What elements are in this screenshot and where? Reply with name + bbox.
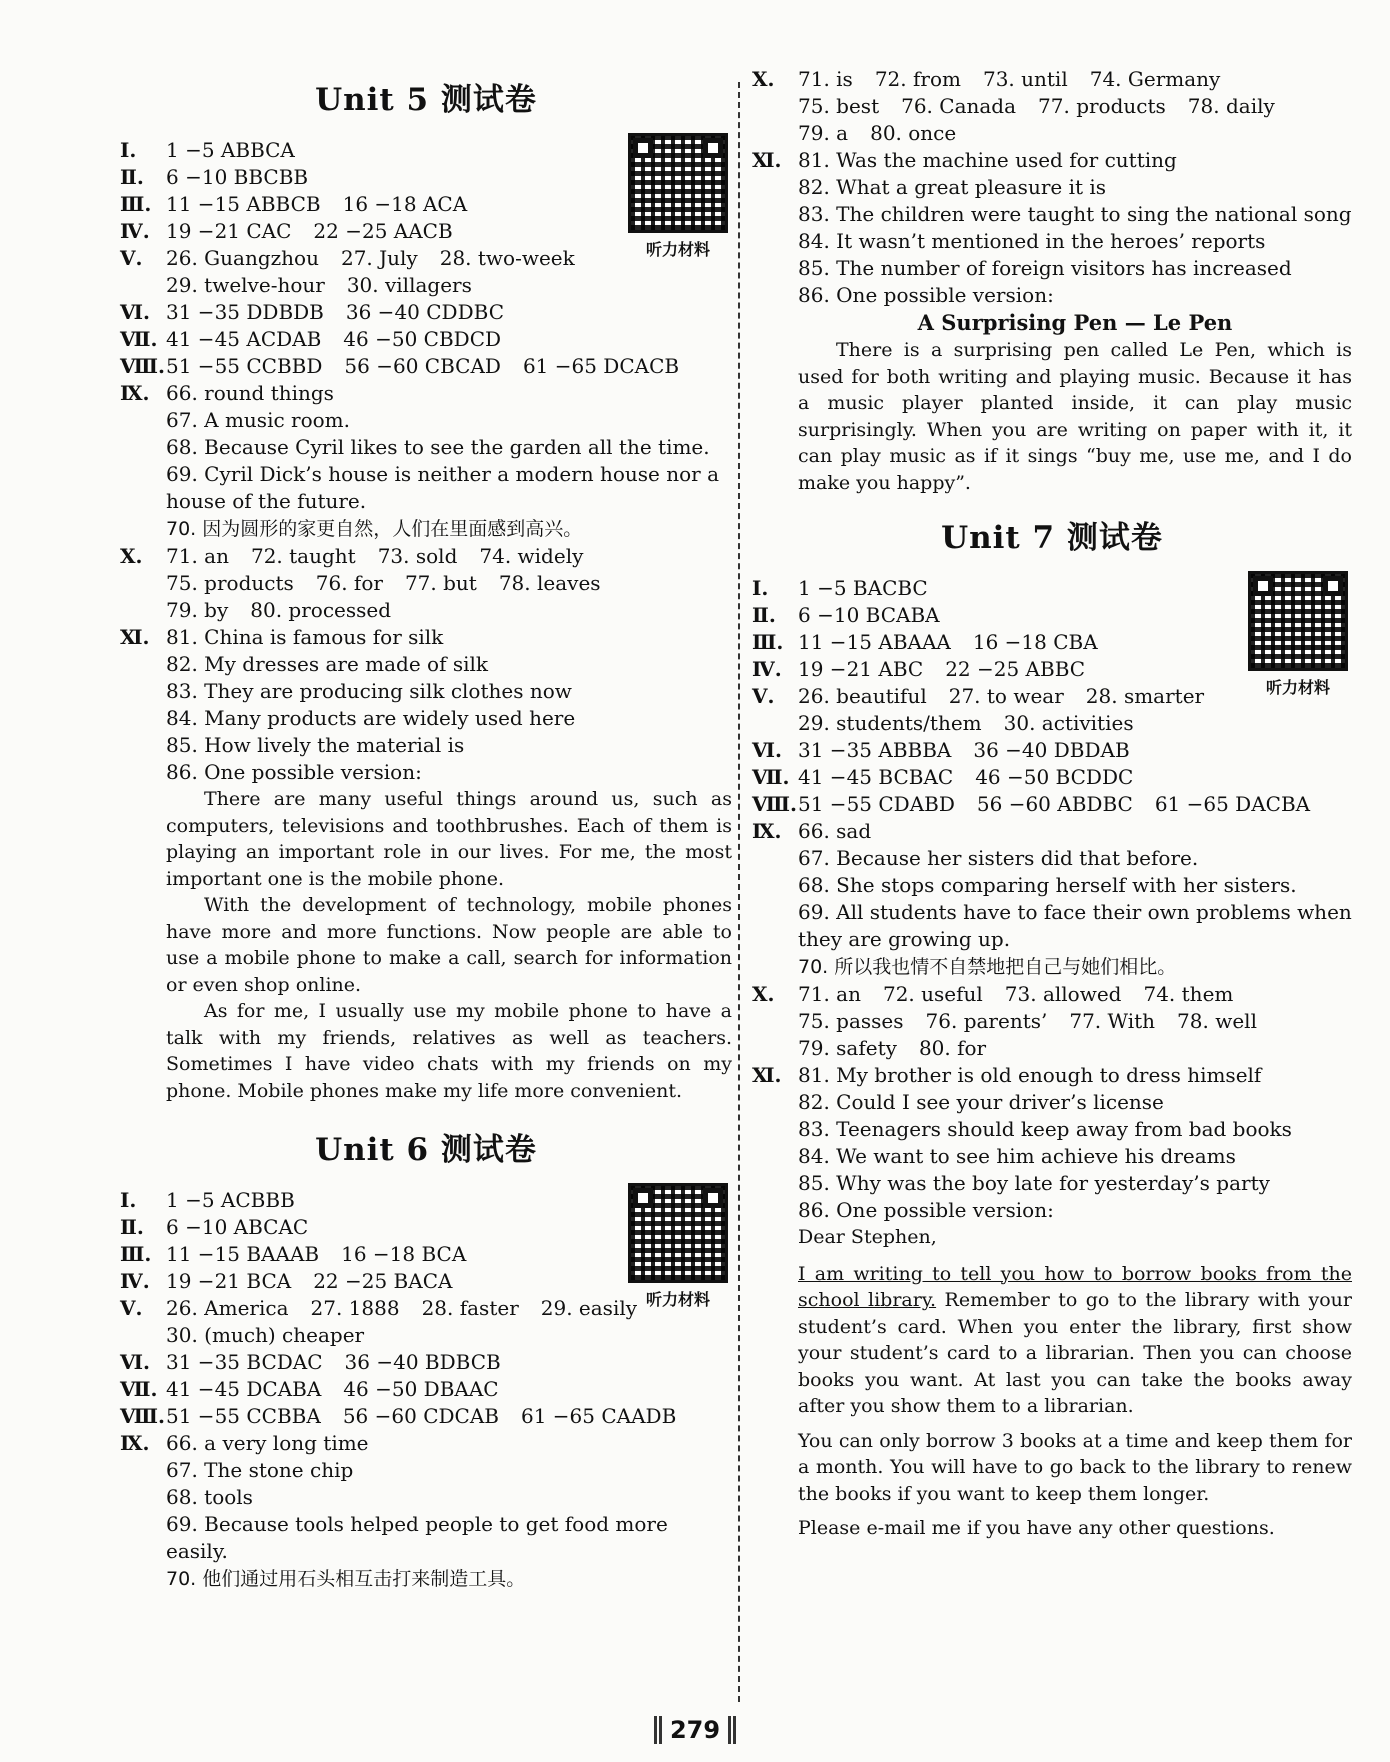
answer-row <box>752 845 1352 872</box>
letter-paragraph-1-rest: Remember to go to the library with your student’s card. When you enter the library, first show your student’s card to a librarian. Then you can choose books you want. At last you can take the books away after you show them to a librarian. <box>798 1289 1352 1417</box>
answer-item: 46 −50 DBAAC <box>343 1377 499 1401</box>
answer-row <box>752 791 1352 818</box>
answer-item: 46 −50 BCDDC <box>975 765 1134 789</box>
answer-row <box>120 1511 732 1565</box>
section-numeral: Ⅸ. <box>120 1431 150 1455</box>
section-numeral <box>752 120 798 147</box>
answer-row <box>120 597 732 624</box>
answer-row <box>120 624 732 651</box>
answer-item: 84. It wasn’t mentioned in the heroes’ reports <box>798 229 1266 253</box>
unit7-letter <box>752 1224 1352 1542</box>
answer-item: 74. widely <box>479 544 584 568</box>
answer-row <box>752 764 1352 791</box>
answer-row <box>752 899 1352 953</box>
answer-row <box>120 1376 732 1403</box>
answer-item: 22 −25 BACA <box>313 1269 453 1293</box>
section-numeral <box>752 228 798 255</box>
answer-row <box>120 407 732 434</box>
answer-item: 36 −40 BDBCB <box>344 1350 501 1374</box>
answer-row <box>752 1089 1352 1116</box>
unit5-title <box>120 74 732 119</box>
answer-row <box>752 818 1352 845</box>
answer-item: 75. best <box>798 94 880 118</box>
answer-row <box>120 732 732 759</box>
essay-title: A Surprising Pen — Le Pen <box>917 310 1233 335</box>
answer-row <box>752 872 1352 899</box>
answer-item: 26. Guangzhou <box>166 246 319 270</box>
unit6-essay <box>752 309 1352 496</box>
answer-item: 26. beautiful <box>798 684 927 708</box>
section-numeral: Ⅰ. <box>752 576 769 600</box>
unit6-qr-block[interactable] <box>624 1183 732 1310</box>
answer-item: 16 −18 ACA <box>342 192 468 216</box>
section-numeral: Ⅰ. <box>120 138 137 162</box>
answer-item: 41 −45 DCABA <box>166 1377 322 1401</box>
answer-item: 79. a <box>798 121 849 145</box>
answer-item: 85. How lively the material is <box>166 733 465 757</box>
answer-row <box>120 434 732 461</box>
answer-item: 76. parents’ <box>925 1009 1048 1033</box>
answer-item: 86. One possible version: <box>166 760 422 784</box>
answer-item: 80. for <box>918 1036 987 1060</box>
answer-row <box>752 255 1352 282</box>
qr-code-icon[interactable] <box>1248 571 1348 671</box>
answer-item: 46 −50 CBDCD <box>343 327 502 351</box>
section-numeral <box>752 899 798 953</box>
letter-greeting: Dear Stephen, <box>798 1226 937 1248</box>
answer-row <box>752 1008 1352 1035</box>
answer-item: 78. daily <box>1187 94 1275 118</box>
essay-paragraph: There are many useful things around us, such as computers, televisions and toothbrushes. Each of them is playing an important role in our lives. For me, the most important one is the mobile phone. <box>166 788 732 890</box>
answer-item: 71. is <box>798 67 853 91</box>
section-numeral <box>120 705 166 732</box>
answer-item: 19 −21 CAC <box>166 219 292 243</box>
essay-paragraph: With the development of technology, mobile phones have more and more functions. Now people are able to use a mobile phone to make a call, search for information or even shop online. <box>166 894 732 996</box>
answer-row <box>752 1170 1352 1197</box>
answer-item: 74. them <box>1143 982 1234 1006</box>
answer-row <box>120 1430 732 1457</box>
answer-item: 67. A music room. <box>166 408 350 432</box>
section-numeral: Ⅱ. <box>752 603 776 627</box>
letter-paragraph-2: You can only borrow 3 books at a time and keep them for a month. You will have to go back to the library to renew the books if you want to keep them longer. <box>798 1429 1352 1505</box>
answer-row <box>752 228 1352 255</box>
answer-row <box>120 570 732 597</box>
answer-item: 67. Because her sisters did that before. <box>798 846 1199 870</box>
unit5-section <box>120 137 732 1104</box>
section-numeral: Ⅱ. <box>120 165 144 189</box>
section-numeral: Ⅶ. <box>120 327 158 351</box>
section-numeral: Ⅷ. <box>752 792 797 816</box>
section-numeral: Ⅹ. <box>120 544 143 568</box>
answer-item: 70. 他们通过用石头相互击打来制造工具。 <box>166 1568 526 1590</box>
section-numeral: Ⅴ. <box>120 246 143 270</box>
section-numeral: Ⅺ. <box>752 1063 782 1087</box>
section-numeral <box>752 953 798 981</box>
section-numeral: Ⅵ. <box>120 1350 150 1374</box>
unit7-title-cn: 测试卷 <box>1066 520 1163 556</box>
section-numeral <box>752 174 798 201</box>
answer-item: 69. All students have to face their own problems when they are growing up. <box>798 900 1352 951</box>
section-numeral <box>752 255 798 282</box>
section-numeral: Ⅹ. <box>752 982 775 1006</box>
answer-row <box>120 380 732 407</box>
answer-item: 30. activities <box>1003 711 1134 735</box>
answer-item: 66. sad <box>798 819 872 843</box>
answer-row <box>752 737 1352 764</box>
answer-item: 16 −18 BCA <box>341 1242 467 1266</box>
unit5-title-en: Unit 5 <box>315 82 430 118</box>
answer-item: 83. Teenagers should keep away from bad books <box>798 1117 1292 1141</box>
section-numeral: Ⅲ. <box>120 1242 152 1266</box>
answer-item: 82. Could I see your driver’s license <box>798 1090 1164 1114</box>
answer-row <box>752 1116 1352 1143</box>
section-numeral <box>752 1143 798 1170</box>
answer-item: 75. passes <box>798 1009 904 1033</box>
answer-item: 73. allowed <box>1004 982 1122 1006</box>
section-numeral <box>120 407 166 434</box>
answer-row <box>120 326 732 353</box>
answer-item: 56 −60 CBCAD <box>344 354 501 378</box>
section-numeral: Ⅰ. <box>120 1188 137 1212</box>
letter-underlined-sentence: I am writing to tell you how to borrow books from the school library. <box>798 1262 1352 1311</box>
answer-item: 81. My brother is old enough to dress himself <box>798 1063 1262 1087</box>
answer-row <box>752 93 1352 120</box>
answer-item: 61 −65 DCACB <box>522 354 680 378</box>
answer-item: 77. products <box>1038 94 1166 118</box>
unit5-qr-block[interactable] <box>624 133 732 260</box>
column-divider <box>738 82 740 1702</box>
answer-item: 84. Many products are widely used here <box>166 706 576 730</box>
right-column <box>752 60 1352 1550</box>
answer-item: 81. China is famous for silk <box>166 625 444 649</box>
unit5-essay <box>120 786 732 1104</box>
section-numeral <box>752 1170 798 1197</box>
answer-row <box>120 1349 732 1376</box>
section-numeral: Ⅳ. <box>752 657 782 681</box>
answer-item: 26. America <box>166 1296 289 1320</box>
unit6-title-en: Unit 6 <box>315 1132 430 1168</box>
answer-item: 66. round things <box>166 381 334 405</box>
unit7-qr-block[interactable] <box>1244 571 1352 698</box>
answer-row <box>752 282 1352 309</box>
answer-item: 1 −5 ACBBB <box>166 1188 295 1212</box>
answer-row <box>120 1484 732 1511</box>
section-numeral <box>120 597 166 624</box>
section-numeral <box>752 282 798 309</box>
section-numeral: Ⅳ. <box>120 219 150 243</box>
answer-item: 27. 1888 <box>310 1296 400 1320</box>
answer-item: 80. processed <box>250 598 392 622</box>
answer-row <box>752 981 1352 1008</box>
answer-item: 27. to wear <box>948 684 1064 708</box>
answer-row <box>752 1197 1352 1224</box>
answer-row <box>120 353 732 380</box>
answer-item: 85. The number of foreign visitors has increased <box>798 256 1292 280</box>
answer-item: 68. Because Cyril likes to see the garden all the time. <box>166 435 710 459</box>
answer-row <box>120 543 732 570</box>
answer-item: 85. Why was the boy late for yesterday’s party <box>798 1171 1270 1195</box>
answer-item: 27. July <box>340 246 418 270</box>
answer-item: 70. 因为圆形的家更自然，人们在里面感到高兴。 <box>166 518 583 540</box>
answer-row <box>752 147 1352 174</box>
answer-item: 79. safety <box>798 1036 897 1060</box>
section-numeral <box>752 1116 798 1143</box>
section-numeral <box>752 93 798 120</box>
section-numeral: Ⅴ. <box>752 684 775 708</box>
answer-item: 74. Germany <box>1089 67 1221 91</box>
answer-item: 11 −15 ABAAA <box>798 630 951 654</box>
answer-row <box>752 201 1352 228</box>
answer-item: 66. a very long time <box>166 1431 369 1455</box>
answer-item: 61 −65 CAADB <box>520 1404 677 1428</box>
answer-item: 56 −60 ABDBC <box>976 792 1133 816</box>
answer-item: 68. tools <box>166 1485 253 1509</box>
section-numeral <box>752 1197 798 1224</box>
answer-item: 36 −40 DBDAB <box>973 738 1130 762</box>
answer-item: 22 −25 AACB <box>313 219 453 243</box>
answer-row <box>120 651 732 678</box>
section-numeral <box>120 651 166 678</box>
unit6-section <box>120 1187 732 1593</box>
answer-item: 72. taught <box>250 544 356 568</box>
section-numeral: Ⅺ. <box>752 148 782 172</box>
section-numeral <box>120 1457 166 1484</box>
essay-paragraph: There is a surprising pen called Le Pen, which is used for both writing and playing music. Because it has a music player planted inside, it can play music surprisingly. When you are writing on paper with it, it can play music as if it sings “buy me, use me, and I do make you happy”. <box>798 339 1352 494</box>
qr-code-icon[interactable] <box>628 1183 728 1283</box>
qr-label: 听力材料 <box>645 1290 710 1309</box>
answer-item: 31 −35 DDBDB <box>166 300 324 324</box>
page-number-text: 279 <box>654 1716 736 1744</box>
answer-row <box>120 272 732 299</box>
answer-item: 71. an <box>798 982 861 1006</box>
section-numeral <box>752 1008 798 1035</box>
section-numeral: Ⅵ. <box>752 738 782 762</box>
unit7-title-en: Unit 7 <box>941 520 1056 556</box>
answer-item: 73. until <box>982 67 1068 91</box>
left-column <box>120 60 732 1593</box>
section-numeral <box>120 1511 166 1565</box>
answer-item: 1 −5 ABBCA <box>166 138 295 162</box>
answer-item: 19 −21 ABC <box>798 657 924 681</box>
answer-row <box>120 515 732 543</box>
answer-item: 83. They are producing silk clothes now <box>166 679 572 703</box>
section-numeral <box>120 1565 166 1593</box>
essay-paragraph: As for me, I usually use my mobile phone to have a talk with my friends, relatives as well as teachers. Sometimes I have video chats with my friends on my phone. Mobile phones make my life more convenient. <box>166 1000 732 1102</box>
section-numeral <box>120 570 166 597</box>
answer-item: 51 −55 CDABD <box>798 792 955 816</box>
answer-row <box>752 174 1352 201</box>
answer-item: 19 −21 BCA <box>166 1269 292 1293</box>
unit6-continued-answer-list <box>752 66 1352 309</box>
section-numeral <box>752 1035 798 1062</box>
answer-item: 68. She stops comparing herself with her sisters. <box>798 873 1297 897</box>
answer-item: 31 −35 BCDAC <box>166 1350 323 1374</box>
answer-item: 41 −45 ACDAB <box>166 327 322 351</box>
answer-row <box>752 953 1352 981</box>
section-numeral: Ⅳ. <box>120 1269 150 1293</box>
answer-item: 75. products <box>166 571 294 595</box>
answer-item: 51 −55 CCBBA <box>166 1404 321 1428</box>
answer-item: 56 −60 CDCAB <box>342 1404 499 1428</box>
section-numeral <box>120 678 166 705</box>
answer-row <box>120 678 732 705</box>
answer-item: 29. easily <box>540 1296 638 1320</box>
answer-item: 78. well <box>1177 1009 1257 1033</box>
section-numeral: Ⅸ. <box>120 381 150 405</box>
qr-code-icon[interactable] <box>628 133 728 233</box>
section-numeral <box>752 1089 798 1116</box>
answer-item: 81. Was the machine used for cutting <box>798 148 1177 172</box>
answer-item: 36 −40 CDDBC <box>345 300 504 324</box>
section-numeral <box>120 1322 166 1349</box>
qr-label: 听力材料 <box>645 240 710 259</box>
section-numeral: Ⅶ. <box>752 765 790 789</box>
unit5-title-cn: 测试卷 <box>440 82 537 118</box>
answer-item: 41 −45 BCBAC <box>798 765 954 789</box>
section-numeral <box>752 872 798 899</box>
answer-item: 29. twelve-hour <box>166 273 325 297</box>
section-numeral: Ⅸ. <box>752 819 782 843</box>
section-numeral: Ⅴ. <box>120 1296 143 1320</box>
section-numeral: Ⅲ. <box>120 192 152 216</box>
answer-item: 6 −10 BCABA <box>798 603 940 627</box>
answer-row <box>120 759 732 786</box>
section-numeral <box>120 759 166 786</box>
qr-label: 听力材料 <box>1265 678 1330 697</box>
answer-item: 67. The stone chip <box>166 1458 354 1482</box>
section-numeral: Ⅶ. <box>120 1377 158 1401</box>
answer-item: 86. One possible version: <box>798 1198 1054 1222</box>
answer-item: 29. students/them <box>798 711 982 735</box>
answer-item: 28. faster <box>421 1296 519 1320</box>
answer-item: 79. by <box>166 598 229 622</box>
letter-paragraph-3: Please e-mail me if you have any other questions. <box>798 1517 1275 1539</box>
answer-item: 6 −10 BBCBB <box>166 165 309 189</box>
answer-item: 11 −15 BAAAB <box>166 1242 320 1266</box>
section-numeral: Ⅷ. <box>120 354 165 378</box>
answer-item: 28. two-week <box>439 246 575 270</box>
answer-item: 72. useful <box>882 982 983 1006</box>
answer-item: 28. smarter <box>1085 684 1205 708</box>
answer-item: 30. villagers <box>346 273 472 297</box>
answer-item: 72. from <box>874 67 961 91</box>
answer-item: 84. We want to see him achieve his dreams <box>798 1144 1236 1168</box>
section-numeral: Ⅷ. <box>120 1404 165 1428</box>
answer-item: 61 −65 DACBA <box>1154 792 1311 816</box>
unit6-title-cn: 测试卷 <box>440 1132 537 1168</box>
section-numeral <box>752 710 798 737</box>
letter-paragraph-1 <box>798 1261 1352 1420</box>
answer-row <box>752 1035 1352 1062</box>
section-numeral: Ⅱ. <box>120 1215 144 1239</box>
unit7-title <box>752 512 1352 557</box>
section-numeral: Ⅲ. <box>752 630 784 654</box>
section-numeral <box>120 515 166 543</box>
answer-item: 22 −25 ABBC <box>945 657 1086 681</box>
answer-item: 83. The children were taught to sing the national song <box>798 202 1352 226</box>
answer-item: 16 −18 CBA <box>972 630 1098 654</box>
answer-item: 77. but <box>404 571 477 595</box>
answer-row <box>120 461 732 515</box>
answer-item: 80. once <box>870 121 957 145</box>
answer-item: 70. 所以我也情不自禁地把自己与她们相比。 <box>798 956 1177 978</box>
section-numeral: Ⅵ. <box>120 300 150 324</box>
answer-item: 6 −10 ABCAC <box>166 1215 309 1239</box>
answer-row <box>120 1322 732 1349</box>
page-number <box>0 1716 1390 1744</box>
section-numeral <box>752 845 798 872</box>
answer-row <box>752 120 1352 147</box>
section-numeral <box>752 201 798 228</box>
section-numeral <box>120 1484 166 1511</box>
answer-item: 69. Because tools helped people to get food more easily. <box>166 1512 668 1563</box>
answer-item: 82. What a great pleasure it is <box>798 175 1107 199</box>
answer-row <box>752 66 1352 93</box>
answer-item: 69. Cyril Dick’s house is neither a modern house nor a house of the future. <box>166 462 720 513</box>
answer-row <box>120 1565 732 1593</box>
answer-item: 51 −55 CCBBD <box>166 354 323 378</box>
section-numeral <box>120 434 166 461</box>
answer-item: 30. (much) cheaper <box>166 1323 365 1347</box>
answer-row <box>120 1457 732 1484</box>
section-numeral <box>120 732 166 759</box>
answer-item: 71. an <box>166 544 229 568</box>
answer-row <box>120 299 732 326</box>
answer-item: 86. One possible version: <box>798 283 1054 307</box>
answer-item: 31 −35 ABBBA <box>798 738 952 762</box>
answer-row <box>752 710 1352 737</box>
section-numeral: Ⅹ. <box>752 67 775 91</box>
section-numeral <box>120 461 166 515</box>
answer-item: 1 −5 BACBC <box>798 576 928 600</box>
answer-item: 73. sold <box>377 544 458 568</box>
unit7-section <box>752 575 1352 1542</box>
answer-row <box>120 705 732 732</box>
section-numeral <box>120 272 166 299</box>
answer-row <box>120 1403 732 1430</box>
unit6-title <box>120 1124 732 1169</box>
answer-item: 77. With <box>1069 1009 1156 1033</box>
answer-item: 11 −15 ABBCB <box>166 192 321 216</box>
answer-row <box>752 1062 1352 1089</box>
answer-item: 76. Canada <box>901 94 1017 118</box>
answer-item: 76. for <box>315 571 383 595</box>
answer-row <box>752 1143 1352 1170</box>
answer-item: 78. leaves <box>498 571 601 595</box>
answer-item: 82. My dresses are made of silk <box>166 652 489 676</box>
section-numeral: Ⅺ. <box>120 625 150 649</box>
